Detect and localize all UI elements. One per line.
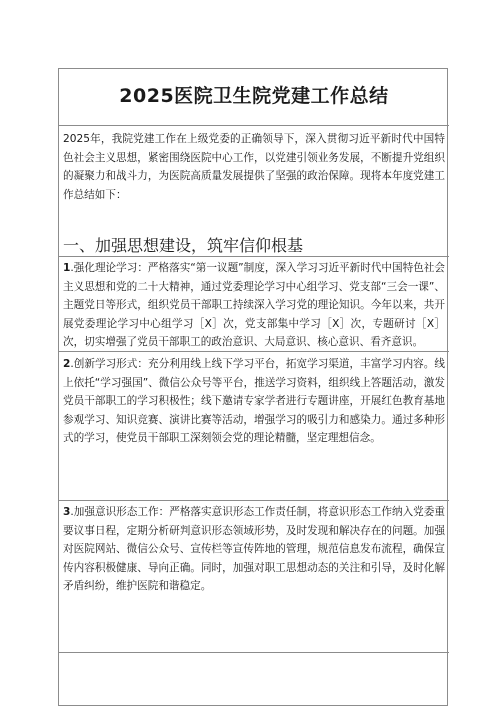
- list-item: [63, 259, 445, 352]
- item-number: 2: [63, 358, 71, 370]
- section-divider: [59, 256, 449, 257]
- document-title: 2025医院卫生院党建工作总结: [119, 85, 389, 107]
- list-item: [63, 503, 445, 596]
- item-divider: [59, 652, 449, 653]
- document-page: [58, 68, 448, 706]
- item-divider: [59, 351, 449, 352]
- item-number: 1: [63, 262, 71, 274]
- item-text: .加强意识形态工作：严格落实意识形态工作责任制，将意识形态工作纳入党委重要议事日程，定期分析研判意识形态领域形势，及时发现和解决存在的问题。加强对医院网站、微信公众号、宣传栏等宣传阵地的管理，规范信息发布流程，确保宣传内容积极健康、导向正确。同时，加强对职工思想动态的关注和引导，及时化解矛盾纠纷，维护医院和谐稳定。: [63, 506, 445, 592]
- item-divider: [59, 500, 449, 501]
- intro-paragraph: 2025年，我院党建工作在上级党委的正确领导下，深入贯彻习近平新时代中国特色社会主义思想，紧密围绕医院中心工作，以党建引领业务发展，不断提升党组织的凝聚力和战斗力，为医院高质量发展提供了坚强的政治保障。现将本年度党建工作总结如下：: [63, 133, 445, 201]
- item-text: .创新学习形式：充分利用线上线下学习平台，拓宽学习渠道，丰富学习内容。线上依托“学习强国”、微信公众号等平台，推送学习资料，组织线上答题活动，激发党员干部职工的学习积极性；线下邀请专家学者进行专题讲座，开展红色教育基地参观学习、知识竞赛、演讲比赛等活动，增强学习的吸引力和感染力。通过多种形式的学习，使党员干部职工深刻领会党的理论精髓，坚定理想信念。: [63, 358, 445, 444]
- item-number: 3: [63, 506, 71, 518]
- list-item: [63, 355, 445, 448]
- item-text: .强化理论学习：严格落实“第一议题”制度，深入学习习近平新时代中国特色社会主义思想和党的二十大精神，通过党委理论学习中心组学习、党支部“三会一课”、主题党日等形式，组织党员干部职工持续深入学习党的理论知识。今年以来，共开展党委理论学习中心组学习［X］次，党支部集中学习［X］次，专题研讨［X］次，切实增强了党员干部职工的政治意识、大局意识、核心意识、看齐意识。: [63, 262, 445, 348]
- section-heading: 一、加强思想建设，筑牢信仰根基: [63, 236, 304, 255]
- title-divider: [59, 125, 449, 126]
